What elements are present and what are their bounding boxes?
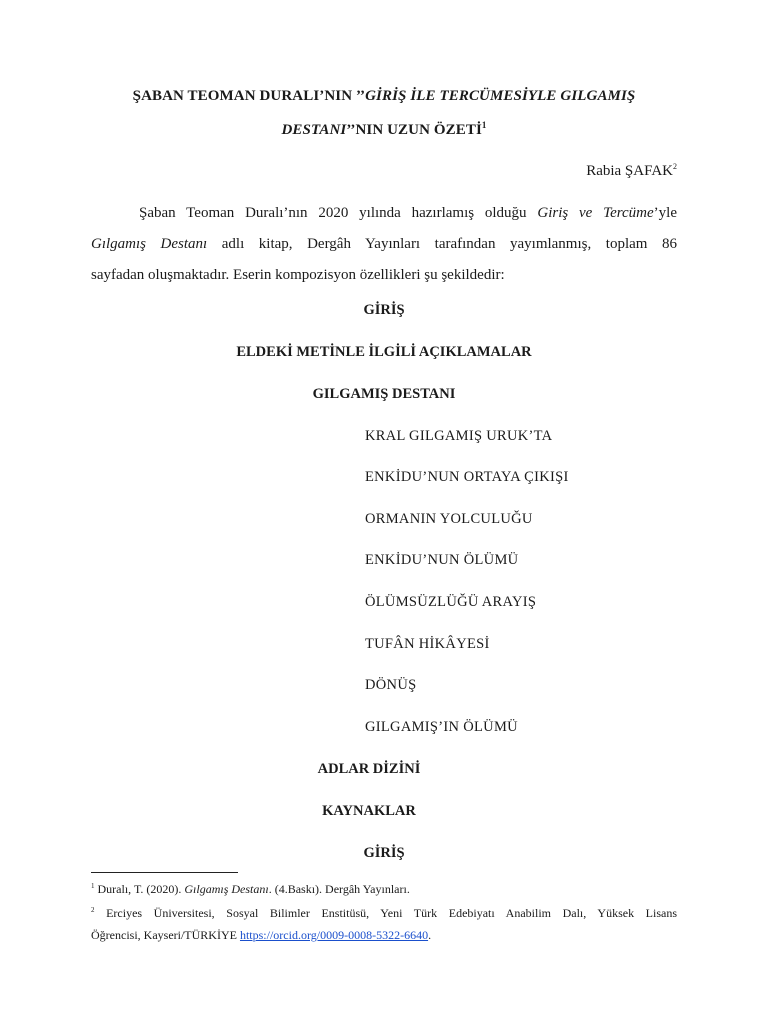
footnote-1 bbox=[91, 875, 677, 900]
footnote-italic: Gılgamış Destanı bbox=[184, 882, 269, 896]
toc-kaynaklar: KAYNAKLAR bbox=[322, 803, 416, 819]
intro-line-3: sayfadan oluşmaktadır. Eserin kompozisyon özellikleri şu şekildedir: bbox=[91, 267, 505, 283]
toc-sub-5: ÖLÜMSÜZLÜĞÜ ARAYIŞ bbox=[365, 594, 537, 610]
author-name bbox=[586, 162, 677, 180]
toc-sub-8: GILGAMIŞ’IN ÖLÜMÜ bbox=[365, 719, 518, 735]
footnote-divider bbox=[91, 872, 238, 873]
document-title-line2 bbox=[91, 120, 677, 139]
intro-italic: Gılgamış Destanı bbox=[91, 236, 208, 252]
footnote-2 bbox=[91, 899, 677, 946]
toc-giris: GİRİŞ bbox=[363, 302, 405, 318]
footnote-text: Erciyes Üniversitesi, Sosyal Bilimler Enstitüsü, Yeni Türk Edebiyatı Anabilim Dalı, Yüksek Lisans bbox=[94, 906, 677, 920]
footnote-text: . (4.Baskı). Dergâh Yayınları. bbox=[268, 882, 410, 896]
intro-text: ’yle bbox=[653, 205, 677, 221]
intro-italic: Giriş ve Tercüme bbox=[537, 205, 654, 221]
toc-eldeki: ELDEKİ METİNLE İLGİLİ AÇIKLAMALAR bbox=[236, 344, 532, 360]
toc-sub-6: TUFÂN HİKÂYESİ bbox=[365, 636, 490, 652]
toc-sub-2: ENKİDU’NUN ORTAYA ÇIKIŞI bbox=[365, 469, 569, 485]
title-book-name-cont: DESTANI bbox=[281, 122, 347, 138]
title-prefix: ŞABAN TEOMAN DURALI’NIN ’’ bbox=[132, 88, 366, 104]
footnote-text: . bbox=[428, 928, 432, 942]
footnote-2-line-2 bbox=[91, 924, 677, 946]
toc-sub-1: KRAL GILGAMIŞ URUK’TA bbox=[365, 428, 553, 444]
toc-sub-3: ORMANIN YOLCULUĞU bbox=[365, 511, 533, 527]
title-footnote-mark[interactable]: 1 bbox=[481, 120, 487, 130]
author-footnote-mark[interactable]: 2 bbox=[673, 162, 677, 171]
intro-paragraph bbox=[91, 198, 677, 291]
toc-sub-4: ENKİDU’NUN ÖLÜMÜ bbox=[365, 552, 519, 568]
footnote-text: Duralı, T. (2020). bbox=[94, 882, 185, 896]
intro-line-1 bbox=[91, 198, 677, 229]
title-book-name: GİRİŞ İLE TERCÜMESİYLE GILGAMIŞ bbox=[365, 88, 636, 104]
intro-text: adlı kitap, Dergâh Yayınları tarafından yayımlanmış, toplam 86 bbox=[207, 236, 677, 252]
footnote-1-mark: 1 bbox=[91, 882, 95, 890]
author-label: Rabia ŞAFAK bbox=[586, 163, 673, 179]
orcid-link[interactable]: https://orcid.org/0009-0008-5322-6640 bbox=[239, 928, 429, 942]
toc-sub-7: DÖNÜŞ bbox=[365, 677, 417, 693]
footnote-2-line-1 bbox=[91, 899, 677, 924]
toc-adlar: ADLAR DİZİNİ bbox=[317, 761, 421, 777]
toc-destan: GILGAMIŞ DESTANI bbox=[312, 386, 456, 402]
intro-text: Şaban Teoman Duralı’nın 2020 yılında hazırlamış olduğu bbox=[139, 205, 538, 221]
intro-line-2 bbox=[91, 229, 677, 260]
title-suffix: ’’NIN UZUN ÖZETİ bbox=[346, 122, 482, 138]
toc-giris-2: GİRİŞ bbox=[363, 845, 405, 861]
footnote-2-mark: 2 bbox=[91, 906, 95, 914]
footnote-text: Öğrencisi, Kayseri/TÜRKİYE bbox=[91, 928, 240, 942]
document-title-line1 bbox=[91, 88, 677, 105]
